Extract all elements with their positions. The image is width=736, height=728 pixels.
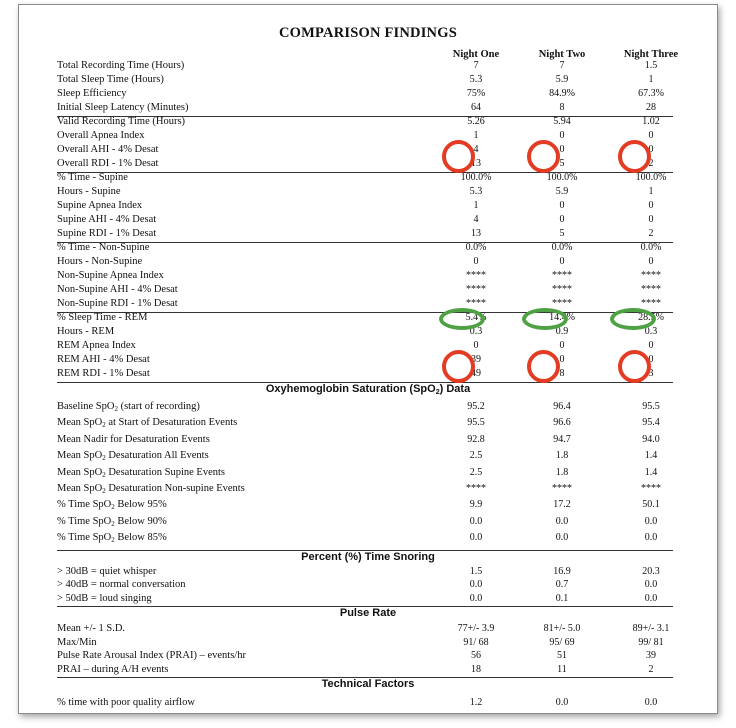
table-row	[19, 578, 717, 592]
cell-night-2: 8	[559, 368, 565, 379]
row-label-text: Below 90%	[114, 515, 167, 527]
cell-night-3: 2	[648, 663, 654, 675]
cell-night-1: 95.2	[467, 401, 485, 412]
cell-night-1: 5.3	[469, 186, 483, 197]
cell-night-2: 0.0	[555, 697, 569, 709]
row-label-text: Mean SpO	[57, 417, 103, 429]
document-title: COMPARISON FINDINGS	[279, 25, 457, 41]
cell-night-2: 0.0	[555, 532, 569, 544]
row-label: Total Recording Time (Hours)	[57, 60, 185, 71]
row-label: > 40dB = normal conversation	[57, 579, 186, 591]
cell-night-3: ****	[641, 298, 661, 309]
row-label	[57, 531, 167, 545]
table-row	[19, 311, 717, 325]
table-row	[19, 199, 717, 213]
row-label: Pulse Rate Arousal Index (PRAI) – events/hr	[57, 650, 246, 662]
cell-night-2: 94.7	[553, 433, 571, 445]
cell-night-2: 1.8	[555, 466, 569, 478]
cell-night-3: 1	[648, 186, 654, 197]
cell-night-3: 67.3%	[638, 88, 664, 99]
cell-night-1: 39	[471, 354, 481, 365]
cell-night-3: 0.0	[644, 697, 658, 709]
cell-night-3: 39	[646, 650, 656, 662]
cell-night-1: 1.5	[469, 565, 483, 577]
row-label: Total Sleep Time (Hours)	[57, 74, 164, 85]
cell-night-2: 81+/- 5.0	[543, 623, 581, 635]
cell-night-2: 5.9	[555, 186, 569, 197]
row-label: % Time - Supine	[57, 172, 128, 183]
divider-line	[57, 606, 673, 607]
cell-night-3: ****	[641, 284, 661, 295]
row-label: Mean +/- 1 S.D.	[57, 623, 126, 635]
row-label: PRAI – during A/H events	[57, 663, 169, 675]
section-heading: Pulse Rate	[339, 607, 397, 620]
row-label: Hours - REM	[57, 326, 115, 337]
row-label	[57, 400, 200, 414]
table-row	[19, 449, 717, 463]
cell-night-2: 100.0%	[546, 172, 578, 183]
row-label: Non-Supine AHI - 4% Desat	[57, 284, 178, 295]
cell-night-3: 1.02	[642, 116, 660, 127]
cell-night-1: 77+/- 3.9	[457, 623, 495, 635]
row-label-text: Desaturation Non-supine Events	[105, 483, 245, 494]
cell-night-1: 64	[471, 102, 481, 113]
divider-line	[57, 382, 673, 383]
table-row	[19, 400, 717, 414]
table-row	[19, 339, 717, 353]
cell-night-2: 11	[557, 663, 567, 675]
row-label-subscript: 2	[111, 536, 115, 545]
table-row	[19, 515, 717, 529]
table-row	[19, 143, 717, 157]
cell-night-2: 0.0%	[551, 242, 573, 253]
cell-night-1: 9.9	[469, 499, 483, 511]
section-heading-text: 2	[435, 389, 440, 396]
row-label	[57, 466, 225, 480]
row-label-text: % Time SpO	[57, 499, 112, 511]
cell-night-3: 28.5%	[638, 312, 664, 323]
table-row	[19, 416, 717, 430]
row-label: Overall Apnea Index	[57, 130, 145, 141]
row-label-text: Mean SpO	[57, 466, 103, 478]
cell-night-1: 2.5	[469, 466, 483, 478]
cell-night-1: 49	[471, 368, 481, 379]
table-row	[19, 297, 717, 311]
table-row	[19, 241, 717, 255]
row-label-text: Mean Nadir for Desaturation Events	[57, 433, 210, 445]
row-label: % Sleep Time - REM	[57, 312, 148, 323]
cell-night-3: 3	[648, 368, 654, 379]
cell-night-2: 84.9%	[549, 88, 575, 99]
cell-night-1: 1.2	[469, 697, 483, 709]
cell-night-3: 0	[648, 256, 654, 267]
table-row	[19, 213, 717, 227]
cell-night-2: 5.9	[555, 74, 569, 85]
table-row	[19, 101, 717, 115]
row-label: Hours - Supine	[57, 186, 121, 197]
row-label-text: (start of recording)	[117, 401, 200, 412]
cell-night-1: 13	[471, 158, 481, 169]
divider-line	[57, 242, 673, 243]
table-row	[19, 367, 717, 381]
row-label: Non-Supine Apnea Index	[57, 270, 164, 281]
column-header-night-two: Night Two	[538, 49, 586, 60]
cell-night-2: 0.9	[555, 326, 569, 337]
cell-night-3: 0.3	[644, 326, 658, 337]
row-label-subscript: 2	[114, 405, 118, 413]
cell-night-2: 0.1	[555, 592, 569, 604]
row-label: > 30dB = quiet whisper	[57, 565, 157, 577]
cell-night-2: 0.7	[555, 579, 569, 591]
row-label: REM Apnea Index	[57, 340, 136, 351]
cell-night-1: 1	[473, 130, 479, 141]
cell-night-3: ****	[641, 483, 661, 494]
divider-line	[57, 677, 673, 678]
table-row	[19, 227, 717, 241]
section-heading-text: Oxyhemoglobin Saturation (SpO	[265, 383, 436, 395]
cell-night-1: 0.0%	[465, 242, 487, 253]
row-label	[57, 515, 167, 529]
divider-line	[57, 172, 673, 173]
cell-night-2: 5	[559, 228, 565, 239]
cell-night-2: 17.2	[553, 499, 571, 511]
cell-night-3: 0.0	[644, 579, 658, 591]
cell-night-1: 56	[471, 650, 481, 662]
cell-night-2: ****	[552, 298, 572, 309]
cell-night-2: 0	[559, 354, 565, 365]
divider-line	[57, 312, 673, 313]
cell-night-2: 0	[559, 214, 565, 225]
cell-night-3: 2	[648, 158, 654, 169]
table-row	[19, 255, 717, 269]
table-row	[19, 157, 717, 171]
cell-night-2: ****	[552, 284, 572, 295]
cell-night-3: 0.0	[644, 532, 658, 544]
row-label: % Time - Non-Supine	[57, 242, 150, 253]
table-row	[19, 87, 717, 101]
cell-night-2: 7	[559, 60, 565, 71]
cell-night-1: 95.5	[467, 417, 485, 429]
cell-night-3: 0.0%	[640, 242, 662, 253]
row-label-subscript: 2	[102, 470, 106, 479]
cell-night-2: 51	[557, 650, 567, 662]
cell-night-3: 0	[648, 200, 654, 211]
cell-night-1: 4	[473, 144, 479, 155]
cell-night-1: 4	[473, 214, 479, 225]
cell-night-2: 0	[559, 144, 565, 155]
row-label: Overall AHI - 4% Desat	[57, 144, 159, 155]
row-label: Initial Sleep Latency (Minutes)	[57, 102, 189, 113]
row-label-text: Baseline SpO	[57, 401, 115, 412]
row-label	[57, 433, 210, 447]
cell-night-3: 1.4	[644, 466, 658, 478]
cell-night-3: 1	[648, 74, 654, 85]
row-label: Supine AHI - 4% Desat	[57, 214, 157, 225]
row-label-subscript: 2	[102, 421, 106, 430]
table-row	[19, 622, 717, 636]
row-label	[57, 482, 245, 496]
cell-night-3: 95.4	[642, 417, 660, 429]
cell-night-2: 5.94	[553, 116, 571, 127]
table-row	[19, 353, 717, 367]
cell-night-3: 2	[648, 228, 654, 239]
cell-night-2: 0	[559, 256, 565, 267]
table-row	[19, 115, 717, 129]
section-heading: Percent (%) Time Snoring	[301, 550, 435, 563]
divider-line	[57, 550, 673, 551]
cell-night-1: ****	[466, 483, 486, 494]
section-heading-text: ) Data	[439, 383, 471, 395]
row-label: Sleep Efficiency	[57, 88, 127, 99]
cell-night-1: 0.3	[469, 326, 483, 337]
row-label-text: at Start of Desaturation Events	[105, 417, 238, 429]
row-label: Valid Recording Time (Hours)	[57, 116, 186, 127]
cell-night-2: 95/ 69	[549, 636, 575, 648]
row-label	[57, 416, 237, 430]
section-heading: Technical Factors	[321, 678, 415, 691]
cell-night-2: 0	[559, 200, 565, 211]
cell-night-3: 100.0%	[635, 172, 667, 183]
cell-night-1: 1	[473, 200, 479, 211]
row-label: Supine Apnea Index	[57, 200, 143, 211]
cell-night-3: 28	[646, 102, 656, 113]
cell-night-1: 5.26	[467, 116, 485, 127]
cell-night-1: 0.0	[469, 532, 483, 544]
row-label-subscript: 2	[111, 503, 115, 512]
cell-night-2: 96.4	[553, 401, 571, 412]
cell-night-3: 94.0	[642, 433, 660, 445]
section-heading	[19, 382, 717, 396]
cell-night-1: 13	[471, 228, 481, 239]
table-row	[19, 592, 717, 606]
table-row	[19, 565, 717, 579]
cell-night-3: 0.0	[644, 515, 658, 527]
row-label: Hours - Non-Supine	[57, 256, 143, 267]
divider-line	[57, 116, 673, 117]
cell-night-2: 0.0	[555, 515, 569, 527]
table-row	[19, 171, 717, 185]
table-row	[19, 185, 717, 199]
row-label-subscript: 2	[102, 487, 106, 495]
cell-night-3: 50.1	[642, 499, 660, 511]
column-header-night-three: Night Three	[623, 49, 679, 60]
cell-night-3: 0	[648, 214, 654, 225]
cell-night-2: ****	[552, 270, 572, 281]
cell-night-1: 18	[471, 663, 481, 675]
row-label: Supine RDI - 1% Desat	[57, 228, 157, 239]
table-row	[19, 73, 717, 87]
cell-night-1: ****	[466, 284, 486, 295]
cell-night-1: 91/ 68	[463, 636, 489, 648]
table-row	[19, 663, 717, 677]
cell-night-1: ****	[466, 298, 486, 309]
table-row	[19, 466, 717, 480]
row-label	[57, 498, 167, 512]
table-row	[19, 433, 717, 447]
cell-night-1: 92.8	[467, 433, 485, 445]
cell-night-1: 100.0%	[460, 172, 492, 183]
cell-night-3: 0	[648, 130, 654, 141]
comparison-findings-document	[18, 4, 718, 714]
row-label: REM RDI - 1% Desat	[57, 368, 150, 379]
table-row	[19, 498, 717, 512]
cell-night-2: 8	[559, 102, 565, 113]
cell-night-2: 16.9	[553, 565, 571, 577]
table-row	[19, 129, 717, 143]
row-label-text: Mean SpO	[57, 450, 103, 462]
cell-night-2: 96.6	[553, 417, 571, 429]
row-label	[57, 449, 209, 463]
row-label-subscript: 2	[111, 519, 115, 528]
cell-night-3: 99/ 81	[638, 636, 664, 648]
row-label-text: % Time SpO	[57, 515, 112, 527]
cell-night-3: 1.5	[644, 60, 658, 71]
cell-night-3: 0.0	[644, 592, 658, 604]
cell-night-2: 0	[559, 130, 565, 141]
table-row	[19, 482, 717, 496]
table-row	[19, 636, 717, 650]
cell-night-2: 5	[559, 158, 565, 169]
cell-night-1: 7	[473, 60, 479, 71]
cell-night-3: 1.4	[644, 450, 658, 462]
cell-night-1: 0.0	[469, 579, 483, 591]
row-label-text: Desaturation Supine Events	[105, 466, 225, 478]
table-row	[19, 59, 717, 73]
cell-night-1: 0.0	[469, 515, 483, 527]
cell-night-1: 0	[473, 340, 479, 351]
row-label-text: Below 95%	[114, 499, 167, 511]
cell-night-3: 20.3	[642, 565, 660, 577]
cell-night-3: 89+/- 3.1	[632, 623, 670, 635]
row-label: Max/Min	[57, 636, 97, 648]
cell-night-3: 0	[648, 354, 654, 365]
cell-night-3: ****	[641, 270, 661, 281]
row-label: > 50dB = loud singing	[57, 592, 152, 604]
row-label: Non-Supine RDI - 1% Desat	[57, 298, 178, 309]
cell-night-2: 0	[559, 340, 565, 351]
column-header-night-one: Night One	[452, 49, 500, 60]
cell-night-1: 0.0	[469, 592, 483, 604]
table-row	[19, 649, 717, 663]
cell-night-1: 5.3	[469, 74, 483, 85]
cell-night-2: 1.8	[555, 450, 569, 462]
table-row	[19, 531, 717, 545]
cell-night-2: ****	[552, 483, 572, 494]
cell-night-3: 0	[648, 144, 654, 155]
table-row	[19, 696, 717, 710]
cell-night-1: 75%	[466, 88, 486, 99]
row-label: % time with poor quality airflow	[57, 697, 195, 709]
row-label: REM AHI - 4% Desat	[57, 354, 150, 365]
row-label-text: Below 85%	[114, 532, 167, 544]
cell-night-3: 0	[648, 340, 654, 351]
cell-night-3: 95.5	[642, 401, 660, 412]
cell-night-1: 2.5	[469, 450, 483, 462]
table-row	[19, 283, 717, 297]
row-label: Overall RDI - 1% Desat	[57, 158, 159, 169]
row-label-text: Mean SpO	[57, 483, 103, 494]
table-row	[19, 325, 717, 339]
row-label-subscript: 2	[102, 454, 106, 463]
cell-night-1: ****	[466, 270, 486, 281]
table-row	[19, 269, 717, 283]
cell-night-1: 5.4%	[465, 312, 487, 323]
row-label-text: Desaturation All Events	[105, 450, 209, 462]
cell-night-2: 14.4%	[549, 312, 575, 323]
cell-night-1: 0	[473, 256, 479, 267]
row-label-text: % Time SpO	[57, 532, 112, 544]
